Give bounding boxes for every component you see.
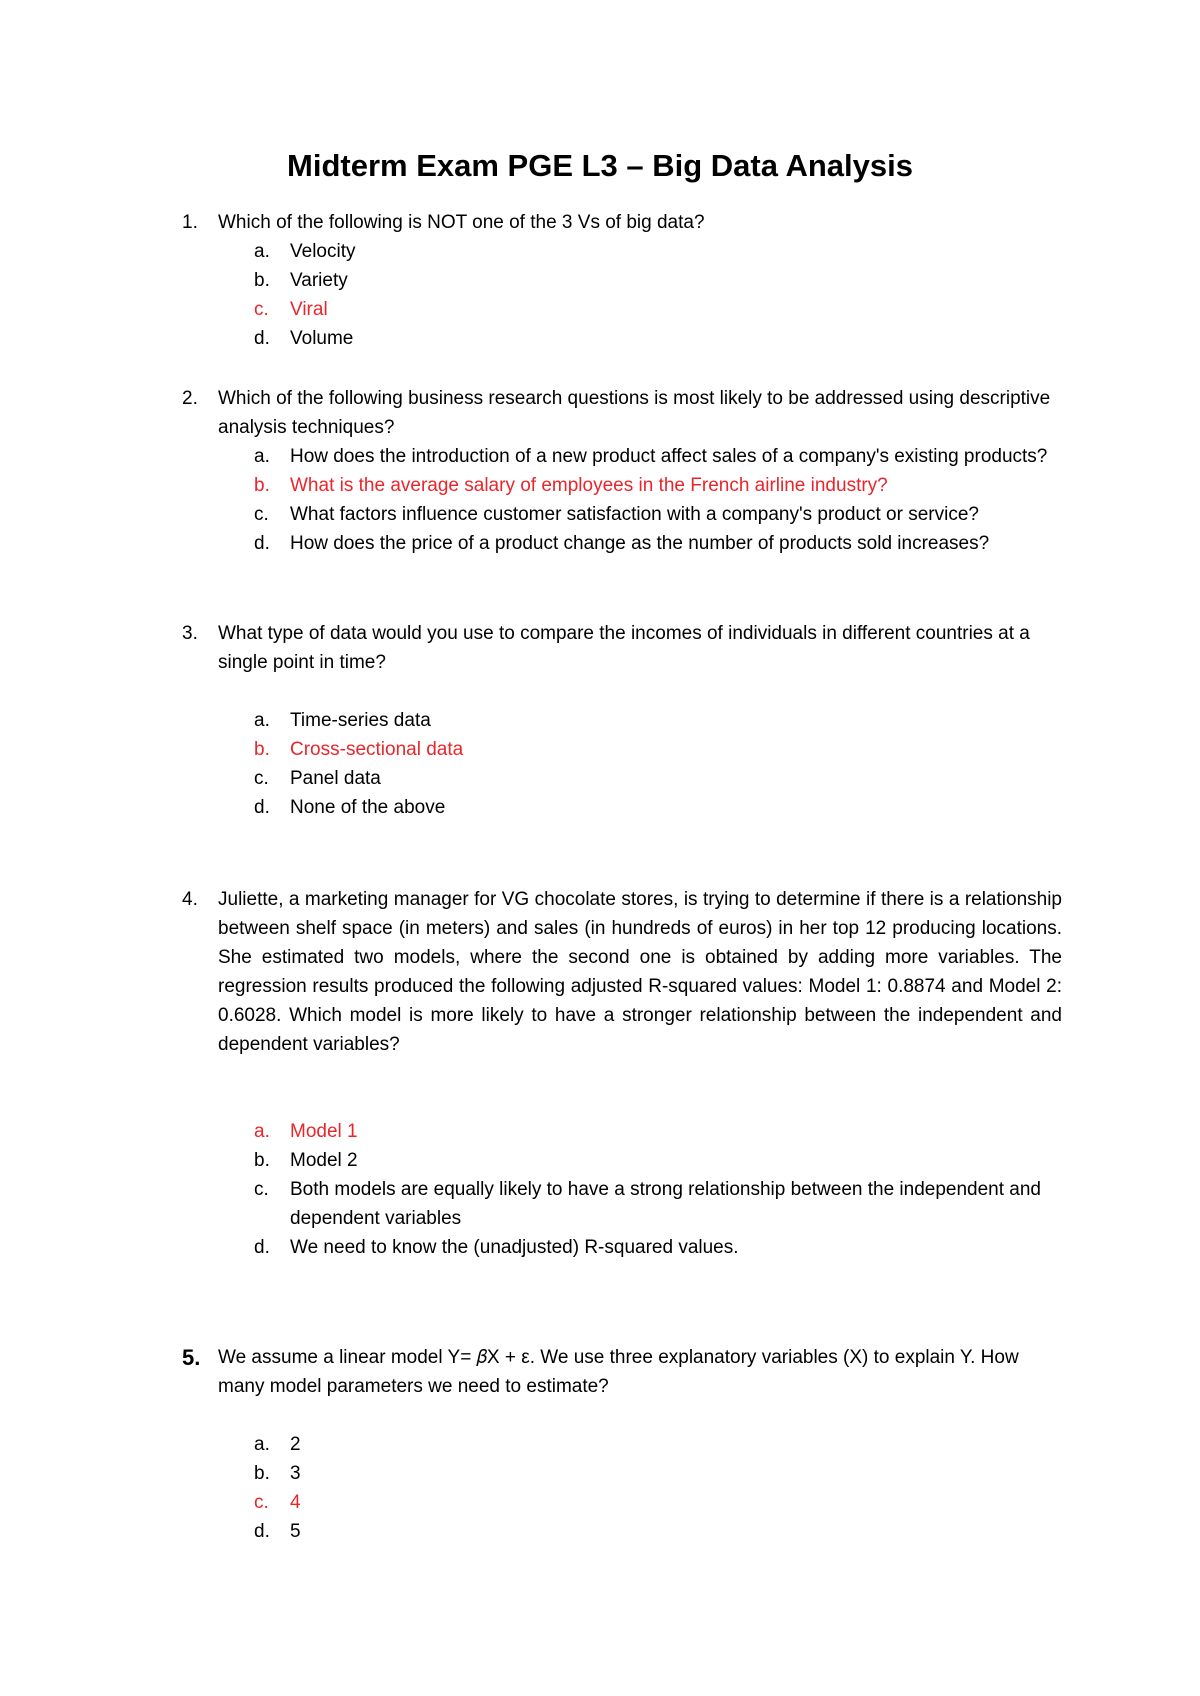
option-b-correct: [182, 735, 1062, 764]
question-number: 1.: [182, 212, 198, 233]
option-letter: a.: [254, 241, 270, 262]
option-letter: d.: [254, 1521, 270, 1542]
question-number: 2.: [182, 388, 198, 409]
option-letter: b.: [254, 270, 270, 291]
option-a: [182, 442, 1062, 471]
option-a-correct: [182, 1117, 1062, 1146]
option-letter: a.: [254, 1121, 270, 1142]
question-2: [182, 384, 1062, 558]
option-text: 2: [290, 1434, 301, 1455]
option-b: [182, 266, 1062, 295]
question-number: 5.: [182, 1345, 201, 1370]
question-5: [182, 1343, 1062, 1546]
question-1: [182, 208, 1062, 353]
question-text: What type of data would you use to compare the incomes of individuals in different countries at a single point in time?: [218, 623, 1030, 673]
question-4: [182, 885, 1062, 1262]
option-c: [182, 1175, 1062, 1233]
option-d: [182, 1517, 1062, 1546]
option-letter: c.: [254, 1179, 269, 1200]
option-letter: d.: [254, 797, 270, 818]
option-letter: b.: [254, 1463, 270, 1484]
option-letter: b.: [254, 739, 270, 760]
option-d: [182, 793, 1062, 822]
option-letter: d.: [254, 328, 270, 349]
option-letter: a.: [254, 446, 270, 467]
option-letter: c.: [254, 504, 269, 525]
option-text: Viral: [290, 299, 328, 320]
question-3: [182, 619, 1062, 822]
option-letter: c.: [254, 768, 269, 789]
option-c: [182, 500, 1062, 529]
question-text: Which of the following is NOT one of the 3 Vs of big data?: [218, 212, 705, 233]
option-b: [182, 1459, 1062, 1488]
option-d: [182, 1233, 1062, 1262]
option-letter: a.: [254, 710, 270, 731]
option-d: [182, 324, 1062, 353]
option-a: [182, 706, 1062, 735]
option-text: None of the above: [290, 797, 446, 818]
option-text: Model 2: [290, 1150, 358, 1171]
option-text: Volume: [290, 328, 354, 349]
option-letter: c.: [254, 1492, 269, 1513]
question-text: Which of the following business research questions is most likely to be addressed using descriptive analysis techniques?: [218, 388, 1051, 438]
option-letter: d.: [254, 1237, 270, 1258]
option-c-correct: [182, 1488, 1062, 1517]
question-text: Juliette, a marketing manager for VG chocolate stores, is trying to determine if there is a relationship between shelf space (in meters) and sales (in hundreds of euros) in her top 12 producing locations. She estimated two models, where the second one is obtained by adding more variables. The regression results produced the following adjusted R-squared values: Model 1: 0.8874 and Model 2: 0.6028. Which model is more likely to have a stronger relationship between the independent and dependent variables?: [218, 889, 1062, 1055]
option-text: How does the introduction of a new product affect sales of a company's existing products?: [290, 446, 1048, 467]
option-b: [182, 1146, 1062, 1175]
question-number: 3.: [182, 623, 198, 644]
option-text: Variety: [290, 270, 348, 291]
option-text: 3: [290, 1463, 301, 1484]
option-letter: d.: [254, 533, 270, 554]
option-text: What factors influence customer satisfaction with a company's product or service?: [290, 504, 979, 525]
option-c: [182, 764, 1062, 793]
option-c-correct: [182, 295, 1062, 324]
option-text: Model 1: [290, 1121, 358, 1142]
option-text: Panel data: [290, 768, 381, 789]
option-a: [182, 1430, 1062, 1459]
option-letter: b.: [254, 1150, 270, 1171]
option-letter: b.: [254, 475, 270, 496]
option-letter: c.: [254, 299, 269, 320]
option-text: 5: [290, 1521, 301, 1542]
option-b-correct: [182, 471, 1062, 500]
option-text: 4: [290, 1492, 301, 1513]
option-d: [182, 529, 1062, 558]
option-letter: a.: [254, 1434, 270, 1455]
option-text: Both models are equally likely to have a strong relationship between the independent and dependent variables: [290, 1179, 1042, 1229]
question-text: We assume a linear model Y= 𝛽X + ε. We use three explanatory variables (X) to explain Y. How many model parameters we need to estimate?: [218, 1347, 1019, 1397]
option-text: Velocity: [290, 241, 356, 262]
page-title: Midterm Exam PGE L3 – Big Data Analysis: [287, 148, 913, 183]
option-a: [182, 237, 1062, 266]
option-text: How does the price of a product change as the number of products sold increases?: [290, 533, 990, 554]
option-text: We need to know the (unadjusted) R-squared values.: [290, 1237, 739, 1258]
option-text: Cross-sectional data: [290, 739, 464, 760]
question-number: 4.: [182, 889, 198, 910]
option-text: What is the average salary of employees in the French airline industry?: [290, 475, 888, 496]
option-text: Time-series data: [290, 710, 431, 731]
